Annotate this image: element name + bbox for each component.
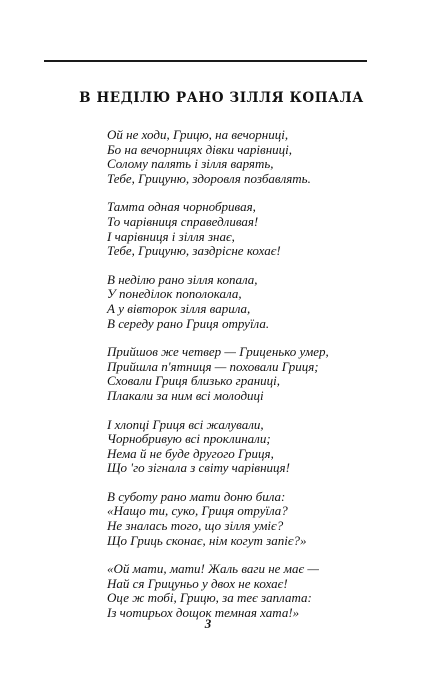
poem-line: Бо на вечорницях дівки чарівниці,: [107, 141, 293, 157]
poem-line: І чарівниця і зілля знає,: [107, 228, 235, 244]
poem-line: То чарівниця справедливая!: [107, 213, 259, 229]
poem-line: Не зналась того, що зілля уміє?: [107, 518, 284, 534]
poem-line: Нема й не буде другого Гриця,: [107, 445, 274, 461]
poem-line: Солому палять і зілля варять,: [107, 156, 274, 172]
stanza: [107, 490, 407, 548]
poem-line: Прийшла п'ятниця — поховали Гриця;: [107, 358, 319, 374]
poem-line: І хлопці Гриця всі жалували,: [107, 416, 264, 432]
poem-line: Що Гриць сконає, нім когут запіє?»: [107, 532, 307, 548]
poem-line: Плакали за ним всі молодиці: [107, 387, 264, 403]
poem-line: «Нащо ти, суко, Гриця отруїла?: [107, 503, 288, 519]
stanza: [107, 562, 407, 620]
poem-line: В середу рано Гриця отруїла.: [107, 315, 270, 331]
poem-line: Чорнобривую всі проклинали;: [107, 431, 271, 447]
poem-line: Сховали Гриця близько границі,: [107, 373, 281, 389]
stanza: [107, 345, 407, 403]
poem-line: Що 'го зігнала з світу чарівниця!: [107, 460, 290, 476]
poem-line: Тамта одная чорнобривая,: [107, 199, 256, 215]
poem-line: В неділю рано зілля копала,: [107, 271, 258, 287]
poem-body: [107, 128, 407, 635]
poem-line: А у вівторок зілля варила,: [107, 300, 251, 316]
poem-line: Ой не ходи, Грицю, на вечорниці,: [107, 127, 289, 142]
poem-line: Оце ж тобі, Грицю, за теє заплата:: [107, 590, 312, 606]
poem-line: Тебе, Грицуню, заздрісне кохає!: [107, 243, 281, 259]
header-rule: [44, 60, 367, 62]
stanza: [107, 418, 407, 476]
poem-line: В суботу рано мати доню била:: [107, 488, 286, 504]
poem-line: «Ой мати, мати! Жаль ваги не має —: [107, 561, 319, 577]
poem-line: Із чотирьох дощок темная хата!»: [107, 605, 300, 621]
stanza: [107, 273, 407, 331]
stanza: [107, 200, 407, 258]
poem-line: Прийшов же четвер — Гриценько умер,: [107, 344, 329, 360]
stanza: [107, 128, 407, 186]
page-number: 3: [204, 616, 212, 631]
poem-line: Тебе, Грицуню, здоровля позбавлять.: [107, 170, 311, 186]
poem-title: В НЕДІЛЮ РАНО ЗІЛЛЯ КОПАЛА: [79, 90, 364, 106]
poem-line: Най ся Грицуньо у двох не кохає!: [107, 575, 288, 591]
poem-line: У понеділок пополокала,: [107, 286, 242, 302]
